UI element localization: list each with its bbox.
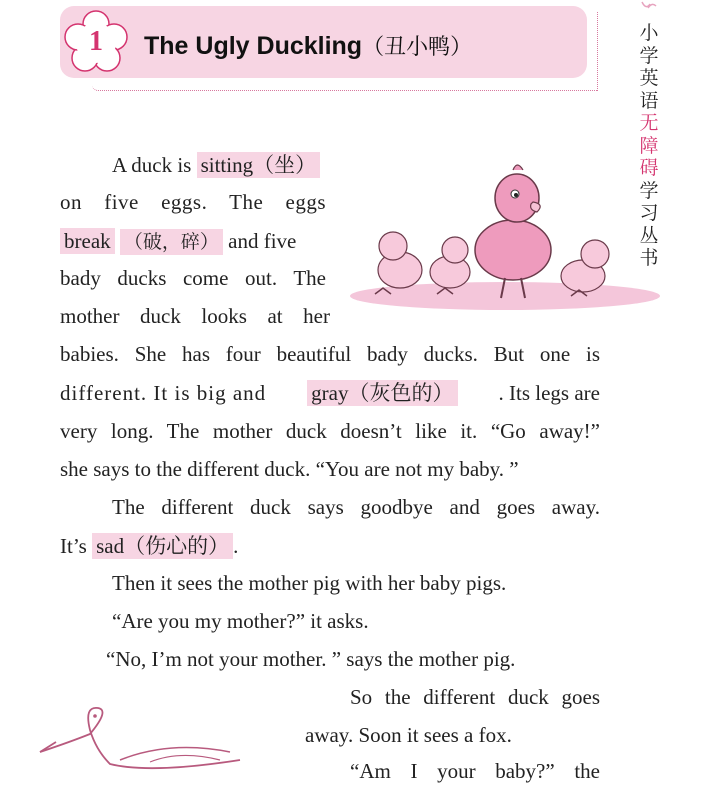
gloss-text: break bbox=[64, 229, 111, 253]
series-char: 学 bbox=[639, 179, 659, 202]
story-line: So the different duck goes bbox=[350, 685, 600, 709]
story-line bbox=[112, 150, 320, 180]
story-text: different. It is big and bbox=[60, 381, 267, 405]
series-char: 丛 bbox=[639, 224, 659, 247]
story-line: bady ducks come out. The bbox=[60, 266, 326, 290]
vocab-gloss bbox=[307, 380, 457, 406]
story-line bbox=[60, 226, 296, 256]
story-line: mother duck looks at her bbox=[60, 304, 330, 328]
gloss-text: gray（灰色的） bbox=[311, 381, 454, 405]
series-char: 习 bbox=[639, 202, 659, 224]
gloss-text: sitting（坐） bbox=[200, 153, 317, 177]
corner-decoration bbox=[640, 0, 660, 12]
story-line: The different duck says goodbye and goes away. bbox=[112, 495, 600, 519]
series-char: 书 bbox=[639, 247, 659, 269]
vocab-gloss bbox=[92, 533, 233, 559]
story-text: . bbox=[233, 534, 239, 558]
story-text: A duck is bbox=[112, 153, 192, 177]
story-text: . Its legs are bbox=[498, 381, 600, 405]
lesson-number: 1 bbox=[89, 26, 103, 57]
series-char: 语 bbox=[639, 89, 659, 112]
duck-family-illustration bbox=[345, 158, 665, 318]
series-char: 小 bbox=[639, 22, 659, 44]
story-line: babies. She has four beautiful bady ducks. But one is bbox=[60, 342, 600, 366]
vocab-gloss bbox=[197, 152, 321, 178]
story-text: It’s bbox=[60, 534, 87, 558]
story-line: she says to the different duck. “You are not my baby. ” bbox=[60, 457, 519, 481]
page-title bbox=[144, 30, 472, 61]
story-line: away. Soon it sees a fox. bbox=[305, 723, 512, 747]
vocab-gloss bbox=[60, 228, 115, 254]
series-char-highlight: 无 bbox=[639, 112, 659, 134]
story-line: very long. The mother duck doesn’t like it. “Go away!” bbox=[60, 419, 600, 443]
series-char-highlight: 碍 bbox=[639, 157, 659, 179]
vocab-gloss bbox=[120, 229, 223, 255]
story-line bbox=[60, 531, 238, 561]
series-char: 学 bbox=[639, 44, 659, 67]
story-line: “No, I’m not your mother. ” says the mother pig. bbox=[106, 647, 516, 671]
title-chinese: （丑小鸭） bbox=[362, 35, 473, 60]
swan-illustration bbox=[0, 690, 300, 774]
story-line: “Am I your baby?” the bbox=[350, 759, 600, 783]
story-line: Then it sees the mother pig with her baby pigs. bbox=[112, 571, 507, 595]
gloss-text: sad（伤心的） bbox=[96, 534, 230, 558]
title-english: The Ugly Duckling bbox=[144, 32, 363, 60]
gloss-text: （破，碎） bbox=[123, 231, 219, 253]
series-char: 英 bbox=[639, 67, 659, 89]
story-line: “Are you my mother?” it asks. bbox=[112, 609, 369, 633]
story-text: and five bbox=[228, 229, 297, 253]
series-char-highlight: 障 bbox=[639, 134, 659, 157]
story-line: on five eggs. The eggs bbox=[60, 190, 326, 214]
story-line bbox=[60, 378, 600, 408]
